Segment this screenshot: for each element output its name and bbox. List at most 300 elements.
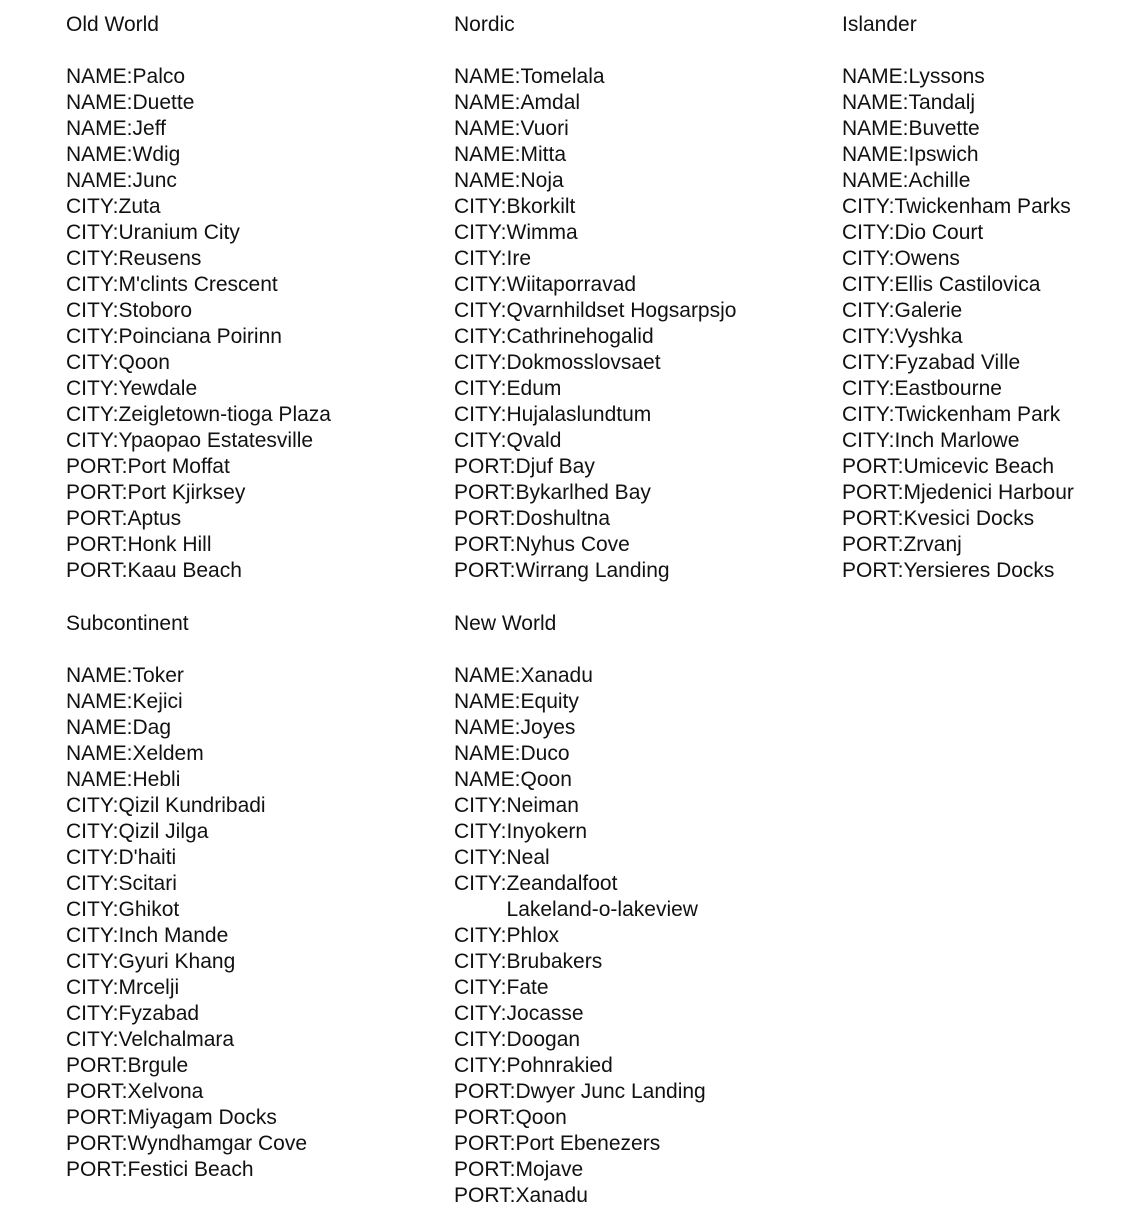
port-prefix: PORT: xyxy=(66,533,128,556)
port-value: Umicevic Beach xyxy=(903,455,1055,478)
port-entry xyxy=(454,558,834,584)
city-prefix: CITY: xyxy=(66,794,119,817)
section-nordic xyxy=(454,12,834,584)
name-entry xyxy=(454,715,834,741)
name-value: Lyssons xyxy=(908,65,985,88)
city-prefix: CITY: xyxy=(66,299,119,322)
city-prefix: CITY: xyxy=(66,403,119,426)
city-value: Twickenham Parks xyxy=(894,195,1071,218)
city-entry xyxy=(842,350,1142,376)
city-entry xyxy=(842,194,1142,220)
city-entry xyxy=(66,975,446,1001)
name-prefix: NAME: xyxy=(842,169,909,192)
city-value: Fyzabad Ville xyxy=(894,351,1021,374)
city-value: Fate xyxy=(506,976,549,999)
name-prefix: NAME: xyxy=(842,117,909,140)
city-prefix: CITY: xyxy=(454,325,507,348)
port-entry xyxy=(66,1079,446,1105)
city-value: Qoon xyxy=(118,351,170,374)
name-prefix: NAME: xyxy=(66,65,133,88)
port-prefix: PORT: xyxy=(454,507,516,530)
city-prefix: CITY: xyxy=(842,247,895,270)
city-value: Dio Court xyxy=(894,221,984,244)
port-prefix: PORT: xyxy=(454,1158,516,1181)
city-entry xyxy=(66,897,446,923)
port-prefix: PORT: xyxy=(66,1158,128,1181)
name-value: Noja xyxy=(520,169,564,192)
name-value: Hebli xyxy=(132,768,181,791)
port-entry xyxy=(842,506,1142,532)
name-prefix: NAME: xyxy=(454,117,521,140)
city-entry xyxy=(454,871,834,923)
port-value: Port Kjirksey xyxy=(127,481,246,504)
name-value: Equity xyxy=(520,690,579,713)
city-entry xyxy=(66,949,446,975)
city-value: Doogan xyxy=(506,1028,581,1051)
name-prefix: NAME: xyxy=(454,742,521,765)
city-value: Ghikot xyxy=(118,898,180,921)
city-entry xyxy=(842,324,1142,350)
city-entry xyxy=(454,1053,834,1079)
section-new-world xyxy=(454,611,834,1209)
city-value: Inch Marlowe xyxy=(894,429,1020,452)
name-value: Duette xyxy=(132,91,195,114)
city-entry xyxy=(454,246,834,272)
name-prefix: NAME: xyxy=(66,690,133,713)
name-prefix: NAME: xyxy=(454,664,521,687)
port-value: Wirrang Landing xyxy=(515,559,670,582)
name-prefix: NAME: xyxy=(454,65,521,88)
city-value: D'haiti xyxy=(118,846,177,869)
city-entry xyxy=(454,819,834,845)
port-prefix: PORT: xyxy=(66,507,128,530)
port-entry xyxy=(66,1157,446,1183)
name-prefix: NAME: xyxy=(454,169,521,192)
city-value: Wiitaporravad xyxy=(506,273,637,296)
name-prefix: NAME: xyxy=(66,768,133,791)
city-prefix: CITY: xyxy=(66,429,119,452)
city-value: Ellis Castilovica xyxy=(894,273,1041,296)
port-prefix: PORT: xyxy=(454,455,516,478)
port-prefix: PORT: xyxy=(66,481,128,504)
city-prefix: CITY: xyxy=(842,221,895,244)
city-prefix: CITY: xyxy=(454,351,507,374)
city-prefix: CITY: xyxy=(842,351,895,374)
port-value: Honk Hill xyxy=(127,533,212,556)
city-prefix: CITY: xyxy=(454,846,507,869)
name-value: Duco xyxy=(520,742,570,765)
port-value: Bykarlhed Bay xyxy=(515,481,651,504)
section-title: Subcontinent xyxy=(66,612,189,635)
city-value: Scitari xyxy=(118,872,177,895)
city-value: Galerie xyxy=(894,299,963,322)
city-prefix: CITY: xyxy=(454,429,507,452)
city-value: Velchalmara xyxy=(118,1028,235,1051)
city-value: M'clints Crescent xyxy=(118,273,278,296)
name-value: Ipswich xyxy=(908,143,979,166)
port-value: Yersieres Docks xyxy=(903,559,1055,582)
city-value: Vyshka xyxy=(894,325,963,348)
port-entry xyxy=(454,506,834,532)
city-entry xyxy=(66,1001,446,1027)
name-entry xyxy=(842,168,1142,194)
city-entry xyxy=(454,975,834,1001)
name-prefix: NAME: xyxy=(66,143,133,166)
city-entry xyxy=(66,1027,446,1053)
city-entry xyxy=(66,819,446,845)
port-entry xyxy=(454,1079,834,1105)
name-entry xyxy=(66,90,446,116)
name-prefix: NAME: xyxy=(66,742,133,765)
city-value: Fyzabad xyxy=(118,1002,200,1025)
city-prefix: CITY: xyxy=(454,221,507,244)
city-entry xyxy=(66,376,446,402)
port-value: Xanadu xyxy=(515,1184,588,1207)
city-prefix: CITY: xyxy=(842,403,895,426)
name-value: Xanadu xyxy=(520,664,593,687)
city-value: Ypaopao Estatesville xyxy=(118,429,314,452)
city-entry xyxy=(66,194,446,220)
city-entry xyxy=(454,923,834,949)
port-value: Kvesici Docks xyxy=(903,507,1035,530)
city-prefix: CITY: xyxy=(454,403,507,426)
city-value: Neiman xyxy=(506,794,579,817)
port-prefix: PORT: xyxy=(842,455,904,478)
city-value: Neal xyxy=(506,846,550,869)
port-prefix: PORT: xyxy=(454,1106,516,1129)
name-prefix: NAME: xyxy=(454,143,521,166)
city-entry xyxy=(842,298,1142,324)
port-entry xyxy=(66,454,446,480)
name-entry xyxy=(66,168,446,194)
port-prefix: PORT: xyxy=(842,507,904,530)
city-prefix: CITY: xyxy=(66,325,119,348)
city-value: Reusens xyxy=(118,247,202,270)
city-prefix: CITY: xyxy=(66,273,119,296)
port-value: Aptus xyxy=(127,507,182,530)
city-prefix: CITY: xyxy=(454,872,507,895)
name-value: Dag xyxy=(132,716,172,739)
city-value: Cathrinehogalid xyxy=(506,325,654,348)
port-entry xyxy=(66,1131,446,1157)
city-prefix: CITY: xyxy=(66,846,119,869)
city-value: Qizil Kundribadi xyxy=(118,794,266,817)
name-entry xyxy=(842,116,1142,142)
city-prefix: CITY: xyxy=(66,1028,119,1051)
city-value: Edum xyxy=(506,377,562,400)
city-prefix: CITY: xyxy=(454,299,507,322)
section-title: Old World xyxy=(66,13,159,36)
name-entry xyxy=(66,715,446,741)
city-entry xyxy=(66,298,446,324)
name-entry xyxy=(454,767,834,793)
name-entry xyxy=(454,142,834,168)
port-entry xyxy=(66,1053,446,1079)
port-prefix: PORT: xyxy=(454,1080,516,1103)
name-prefix: NAME: xyxy=(842,65,909,88)
section-old-world xyxy=(66,12,446,584)
city-entry xyxy=(454,194,834,220)
city-prefix: CITY: xyxy=(454,377,507,400)
name-entry xyxy=(842,90,1142,116)
city-value: Yewdale xyxy=(118,377,198,400)
city-entry xyxy=(66,793,446,819)
name-entry xyxy=(454,168,834,194)
city-prefix: CITY: xyxy=(66,950,119,973)
port-prefix: PORT: xyxy=(66,1080,128,1103)
port-entry xyxy=(454,1105,834,1131)
name-value: Tandalj xyxy=(908,91,976,114)
city-value: Phlox xyxy=(506,924,560,947)
city-prefix: CITY: xyxy=(842,429,895,452)
port-value: Djuf Bay xyxy=(515,455,595,478)
name-entry xyxy=(66,767,446,793)
city-value: Bkorkilt xyxy=(506,195,576,218)
name-prefix: NAME: xyxy=(454,716,521,739)
port-entry xyxy=(66,506,446,532)
port-prefix: PORT: xyxy=(66,559,128,582)
city-entry xyxy=(842,246,1142,272)
city-prefix: CITY: xyxy=(454,273,507,296)
port-entry xyxy=(454,454,834,480)
city-entry xyxy=(454,324,834,350)
name-value: Achille xyxy=(908,169,971,192)
city-prefix: CITY: xyxy=(842,377,895,400)
name-entry xyxy=(66,663,446,689)
city-value: Zuta xyxy=(118,195,161,218)
port-value: Xelvona xyxy=(127,1080,204,1103)
city-entry xyxy=(66,220,446,246)
city-value: Zeandalfoot Lakeland-o-lakeview xyxy=(506,872,698,921)
city-prefix: CITY: xyxy=(66,820,119,843)
name-prefix: NAME: xyxy=(66,91,133,114)
name-entry xyxy=(454,663,834,689)
city-value: Stoboro xyxy=(118,299,193,322)
city-prefix: CITY: xyxy=(454,950,507,973)
port-value: Festici Beach xyxy=(127,1158,254,1181)
city-entry xyxy=(842,402,1142,428)
city-entry xyxy=(66,923,446,949)
port-prefix: PORT: xyxy=(66,1106,128,1129)
name-entry xyxy=(66,64,446,90)
name-prefix: NAME: xyxy=(66,117,133,140)
city-entry xyxy=(66,845,446,871)
name-prefix: NAME: xyxy=(842,143,909,166)
name-entry xyxy=(454,689,834,715)
name-value: Jeff xyxy=(132,117,166,140)
port-value: Mjedenici Harbour xyxy=(903,481,1074,504)
name-value: Tomelala xyxy=(520,65,605,88)
section-title: Nordic xyxy=(454,13,515,36)
city-value: Qvarnhildset Hogsarpsjo xyxy=(506,299,737,322)
name-value: Wdig xyxy=(132,143,181,166)
city-value: Owens xyxy=(894,247,960,270)
city-prefix: CITY: xyxy=(842,195,895,218)
city-entry xyxy=(454,793,834,819)
port-prefix: PORT: xyxy=(454,533,516,556)
city-value: Twickenham Park xyxy=(894,403,1061,426)
city-value: Jocasse xyxy=(506,1002,584,1025)
port-entry xyxy=(454,1183,834,1209)
name-entry xyxy=(66,741,446,767)
port-entry xyxy=(842,480,1142,506)
city-prefix: CITY: xyxy=(66,1002,119,1025)
city-prefix: CITY: xyxy=(66,924,119,947)
name-value: Amdal xyxy=(520,91,581,114)
city-prefix: CITY: xyxy=(454,1028,507,1051)
city-prefix: CITY: xyxy=(66,221,119,244)
port-value: Port Ebenezers xyxy=(515,1132,661,1155)
city-entry xyxy=(842,376,1142,402)
name-value: Palco xyxy=(132,65,186,88)
city-prefix: CITY: xyxy=(842,273,895,296)
section-subcontinent xyxy=(66,611,446,1183)
city-entry xyxy=(842,428,1142,454)
city-value: Eastbourne xyxy=(894,377,1002,400)
city-prefix: CITY: xyxy=(454,794,507,817)
city-value: Inch Mande xyxy=(118,924,229,947)
name-value: Joyes xyxy=(520,716,576,739)
city-value: Uranium City xyxy=(118,221,240,244)
city-entry xyxy=(454,949,834,975)
port-prefix: PORT: xyxy=(454,1184,516,1207)
port-value: Port Moffat xyxy=(127,455,230,478)
name-prefix: NAME: xyxy=(454,690,521,713)
name-value: Buvette xyxy=(908,117,980,140)
city-prefix: CITY: xyxy=(842,325,895,348)
port-prefix: PORT: xyxy=(842,559,904,582)
port-prefix: PORT: xyxy=(66,455,128,478)
city-entry xyxy=(454,350,834,376)
port-value: Wyndhamgar Cove xyxy=(127,1132,308,1155)
city-entry xyxy=(454,298,834,324)
city-entry xyxy=(454,272,834,298)
port-prefix: PORT: xyxy=(842,533,904,556)
city-entry xyxy=(454,845,834,871)
name-entry xyxy=(454,64,834,90)
city-prefix: CITY: xyxy=(454,247,507,270)
section-title: Islander xyxy=(842,13,917,36)
city-prefix: CITY: xyxy=(842,299,895,322)
port-value: Nyhus Cove xyxy=(515,533,630,556)
name-entry xyxy=(66,689,446,715)
city-entry xyxy=(66,246,446,272)
port-entry xyxy=(66,480,446,506)
port-value: Dwyer Junc Landing xyxy=(515,1080,706,1103)
name-entry xyxy=(842,142,1142,168)
city-value: Hujalaslundtum xyxy=(506,403,652,426)
port-entry xyxy=(454,1157,834,1183)
name-prefix: NAME: xyxy=(66,716,133,739)
name-prefix: NAME: xyxy=(454,768,521,791)
port-prefix: PORT: xyxy=(454,559,516,582)
port-prefix: PORT: xyxy=(66,1132,128,1155)
city-prefix: CITY: xyxy=(454,1054,507,1077)
city-entry xyxy=(454,428,834,454)
port-entry xyxy=(66,532,446,558)
port-value: Brgule xyxy=(127,1054,189,1077)
name-prefix: NAME: xyxy=(454,91,521,114)
city-value: Inyokern xyxy=(506,820,588,843)
city-prefix: CITY: xyxy=(454,195,507,218)
city-value: Brubakers xyxy=(506,950,603,973)
city-prefix: CITY: xyxy=(66,377,119,400)
city-value: Zeigletown-tioga Plaza xyxy=(118,403,331,426)
section-islander xyxy=(842,12,1142,584)
name-value: Junc xyxy=(132,169,177,192)
city-prefix: CITY: xyxy=(66,195,119,218)
name-value: Qoon xyxy=(520,768,572,791)
city-entry xyxy=(454,220,834,246)
city-value: Poinciana Poirinn xyxy=(118,325,282,348)
port-prefix: PORT: xyxy=(454,481,516,504)
name-entry xyxy=(454,90,834,116)
city-value: Qvald xyxy=(506,429,562,452)
name-entry xyxy=(66,142,446,168)
city-value: Dokmosslovsaet xyxy=(506,351,661,374)
city-prefix: CITY: xyxy=(454,820,507,843)
city-entry xyxy=(66,428,446,454)
port-value: Miyagam Docks xyxy=(127,1106,277,1129)
city-prefix: CITY: xyxy=(454,1002,507,1025)
city-prefix: CITY: xyxy=(66,351,119,374)
name-value: Xeldem xyxy=(132,742,204,765)
port-entry xyxy=(66,558,446,584)
port-entry xyxy=(454,532,834,558)
port-value: Qoon xyxy=(515,1106,567,1129)
port-value: Doshultna xyxy=(515,507,611,530)
city-prefix: CITY: xyxy=(66,247,119,270)
name-entry xyxy=(454,741,834,767)
city-entry xyxy=(454,1001,834,1027)
name-value: Toker xyxy=(132,664,184,687)
name-value: Kejici xyxy=(132,690,183,713)
city-entry xyxy=(454,376,834,402)
port-entry xyxy=(842,532,1142,558)
name-entry xyxy=(842,64,1142,90)
city-value: Pohnrakied xyxy=(506,1054,613,1077)
city-entry xyxy=(454,402,834,428)
city-prefix: CITY: xyxy=(66,898,119,921)
city-entry xyxy=(66,272,446,298)
name-entry xyxy=(454,116,834,142)
port-entry xyxy=(842,558,1142,584)
port-value: Kaau Beach xyxy=(127,559,242,582)
city-value: Ire xyxy=(506,247,532,270)
city-entry xyxy=(842,272,1142,298)
city-entry xyxy=(66,871,446,897)
name-prefix: NAME: xyxy=(842,91,909,114)
city-value: Wimma xyxy=(506,221,578,244)
port-prefix: PORT: xyxy=(842,481,904,504)
name-value: Mitta xyxy=(520,143,567,166)
port-value: Zrvanj xyxy=(903,533,962,556)
section-title: New World xyxy=(454,612,557,635)
city-entry xyxy=(454,1027,834,1053)
city-entry xyxy=(66,324,446,350)
city-prefix: CITY: xyxy=(454,976,507,999)
city-prefix: CITY: xyxy=(66,976,119,999)
name-entry xyxy=(66,116,446,142)
port-prefix: PORT: xyxy=(66,1054,128,1077)
port-prefix: PORT: xyxy=(454,1132,516,1155)
city-value: Mrcelji xyxy=(118,976,180,999)
city-value: Qizil Jilga xyxy=(118,820,209,843)
name-value: Vuori xyxy=(520,117,569,140)
port-entry xyxy=(842,454,1142,480)
port-entry xyxy=(454,480,834,506)
name-prefix: NAME: xyxy=(66,169,133,192)
